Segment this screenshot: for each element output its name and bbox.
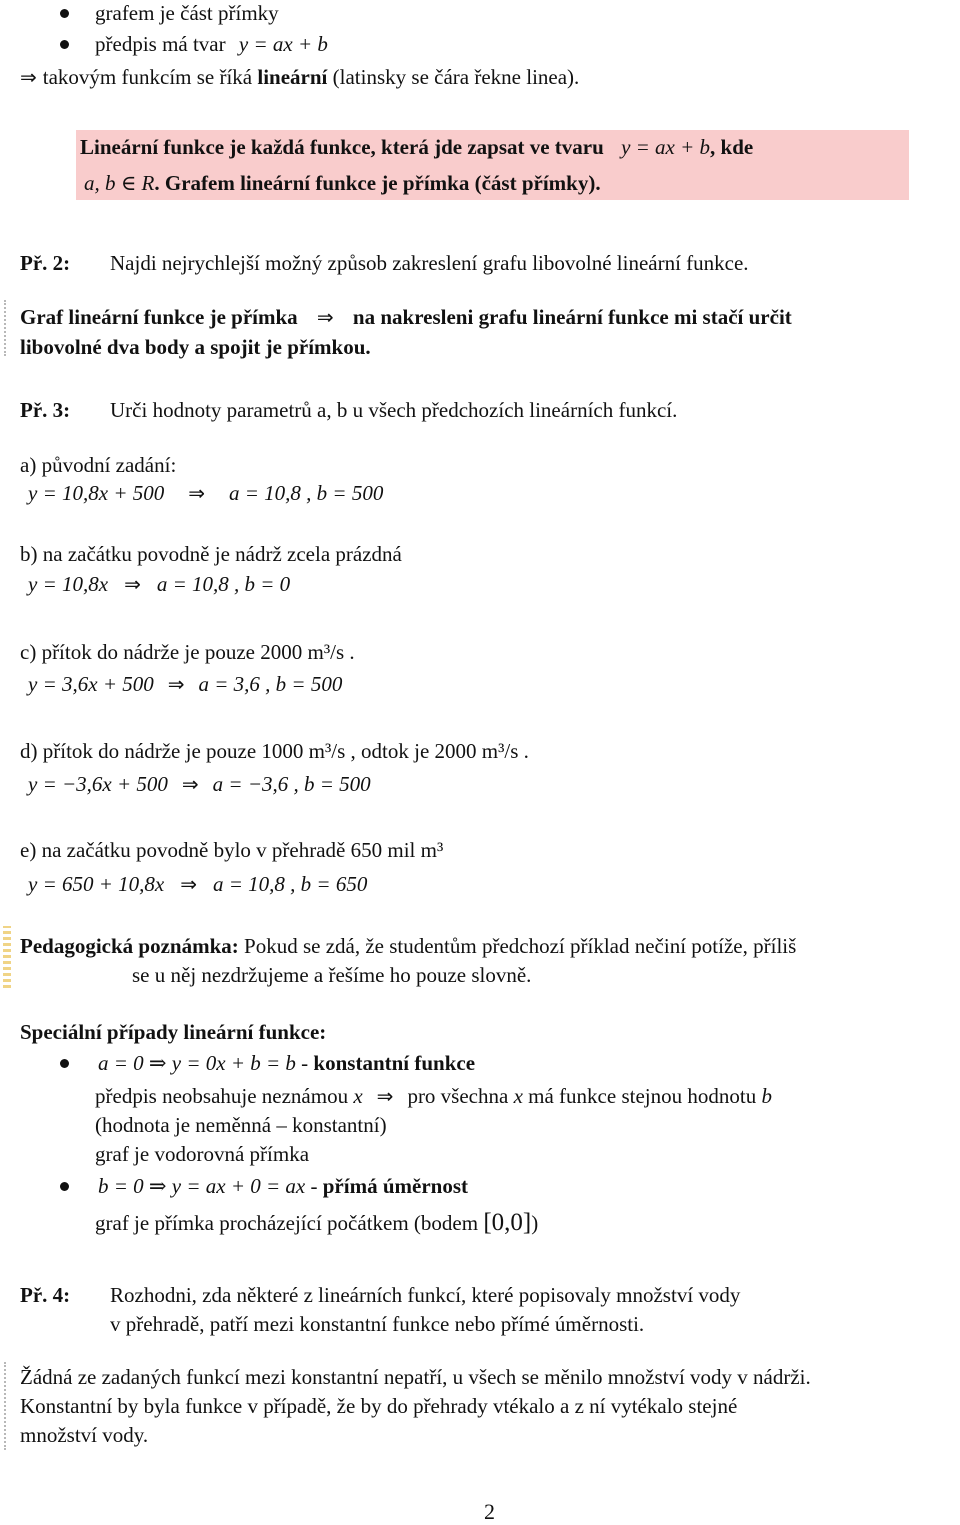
- ex3-item-a-text: a) původní zadání:: [20, 453, 177, 477]
- special-heading: Speciální případy lineární funkce:: [20, 1020, 327, 1044]
- special-case-1-desc-2: (hodnota je neměnná – konstantní): [95, 1113, 387, 1137]
- special-case-1: [98, 1050, 475, 1076]
- page-number: 2: [484, 1499, 495, 1524]
- ex3-item-c-text: c) přítok do nádrže je pouze 2000 m³/s .: [20, 640, 355, 664]
- intro-bullet-1: grafem je část přímky: [95, 1, 279, 25]
- ex4-answer-3: množství vody.: [20, 1423, 149, 1447]
- case1-desc-x: x: [353, 1084, 363, 1108]
- ex4-label-text: Př. 4:: [20, 1283, 71, 1307]
- definition-line-1: [80, 134, 753, 160]
- implies-arrow-icon: ⇒: [376, 1084, 394, 1108]
- case2-point: [0,0]: [483, 1209, 532, 1236]
- ex2-answer-line-2: libovolné dva body a spojit je přímkou.: [20, 335, 371, 359]
- ex3-item-e-eq: [28, 871, 367, 897]
- case1-desc-b: b: [761, 1084, 772, 1108]
- definition-text-2: . Grafem lineární funkce je přímka (část přímky).: [154, 171, 601, 195]
- special-case-2-desc: [95, 1210, 538, 1236]
- case2-desc-pre: graf je přímka procházející počátkem (bodem: [95, 1211, 479, 1235]
- ex3-item-e-result: a = 10,8 , b = 650: [213, 872, 368, 896]
- special-case-2-dash: -: [310, 1174, 318, 1198]
- definition-kde: , kde: [710, 135, 754, 159]
- ex3-item-b-result: a = 10,8 , b = 0: [156, 572, 291, 596]
- ex3-label-text: Př. 3:: [20, 398, 71, 422]
- pedagogic-line-2: se u něj nezdržujeme a řešíme ho pouze slovně.: [132, 963, 532, 987]
- case2-desc-post: ): [531, 1211, 539, 1235]
- pedagogic-marker: [3, 926, 11, 988]
- ex3-label: [20, 397, 70, 423]
- ex2-answer-part-1: Graf lineární funkce je přímka: [20, 305, 298, 329]
- ex2-task: Najdi nejrychlejší možný způsob zakreslení grafu libovolné lineární funkce.: [110, 251, 749, 275]
- conclusion-bold: lineární: [257, 65, 328, 89]
- implies-arrow-icon: ⇒: [181, 772, 199, 796]
- pedagogic-line-1: [20, 933, 796, 959]
- intro-conclusion: [20, 64, 579, 90]
- ex3-item-b-eq: [28, 571, 290, 597]
- ex4-line-2: v přehradě, patří mezi konstantní funkce nebo přímé úměrnosti.: [110, 1312, 645, 1336]
- ex3-item-a-equation: y = 10,8x + 500: [28, 481, 165, 505]
- case1-desc-pre: předpis neobsahuje neznámou: [95, 1084, 349, 1108]
- special-case-2-formula: b = 0 ⇒ y = ax + 0 = ax: [98, 1174, 306, 1198]
- special-case-1-desc-3: graf je vodorovná přímka: [95, 1142, 310, 1166]
- ex3-task: Urči hodnoty parametrů a, b u všech předchozích lineárních funkcí.: [110, 398, 678, 422]
- ex3-item-e-text: e) na začátku povodně bylo v přehradě 650 mil m³: [20, 838, 444, 862]
- implies-arrow-icon: ⇒: [316, 305, 334, 329]
- ex2-label: [20, 250, 70, 276]
- bullet-dot: [60, 1182, 69, 1191]
- ex3-item-a-result: a = 10,8 , b = 500: [229, 481, 384, 505]
- implies-arrow-icon: ⇒: [20, 65, 37, 89]
- intro-bullet-2: [95, 31, 328, 57]
- margin-marker: [4, 1362, 6, 1450]
- bullet-dot: [60, 1059, 69, 1068]
- conclusion-post: (latinsky se čára řekne linea).: [332, 65, 580, 89]
- ex3-item-c-result: a = 3,6 , b = 500: [198, 672, 343, 696]
- ex3-item-d-equation: y = −3,6x + 500: [28, 772, 168, 796]
- ex3-item-b-equation: y = 10,8x: [28, 572, 109, 596]
- implies-arrow-icon: ⇒: [180, 872, 197, 896]
- ex4-line-1: Rozhodni, zda některé z lineárních funkcí, které popisovaly množství vody: [110, 1283, 741, 1307]
- ex3-item-c-eq: [28, 671, 342, 697]
- definition-formula: y = ax + b: [621, 135, 711, 159]
- ex4-label: [20, 1282, 70, 1308]
- definition-line-2: [84, 170, 601, 196]
- ex4-answer-1: Žádná ze zadaných funkcí mezi konstantní nepatří, u všech se měnilo množství vody v nádrži.: [20, 1365, 811, 1389]
- ex2-answer-part-2: na nakresleni grafu lineární funkce mi stačí určit: [352, 305, 792, 329]
- special-case-2-name: přímá úměrnost: [322, 1174, 468, 1198]
- ex3-item-e-equation: y = 650 + 10,8x: [28, 872, 165, 896]
- margin-marker: [4, 300, 6, 356]
- intro-formula: y = ax + b: [238, 32, 328, 56]
- definition-text-1: Lineární funkce je každá funkce, která jde zapsat ve tvaru: [80, 135, 604, 159]
- special-case-1-formula: a = 0 ⇒ y = 0x + b = b: [98, 1051, 296, 1075]
- intro-bullet-2-text: předpis má tvar: [95, 32, 226, 56]
- bullet-dot: [60, 40, 69, 49]
- case1-desc-x2: x: [513, 1084, 523, 1108]
- pedagogic-label: Pedagogická poznámka:: [20, 934, 239, 958]
- special-case-1-dash: -: [301, 1051, 309, 1075]
- ex2-answer-line-1: [20, 304, 792, 330]
- ex2-label-text: Př. 2:: [20, 251, 71, 275]
- ex4-answer-2: Konstantní by byla funkce v případě, že by do přehrady vtékalo a z ní vytékalo stejné: [20, 1394, 738, 1418]
- conclusion-pre: takovým funkcím se říká: [42, 65, 253, 89]
- ex3-item-a-eq: [28, 480, 383, 506]
- implies-arrow-icon: ⇒: [167, 672, 185, 696]
- case1-desc-post: má funkce stejnou hodnotu: [528, 1084, 757, 1108]
- special-case-1-desc-1: [95, 1083, 772, 1109]
- pedagogic-text-1: Pokud se zdá, že studentům předchozí příklad nečiní potíže, příliš: [244, 934, 797, 958]
- ex3-item-d-text: d) přítok do nádrže je pouze 1000 m³/s , odtok je 2000 m³/s .: [20, 739, 529, 763]
- ex3-item-d-eq: [28, 771, 371, 797]
- ex3-item-b-text: b) na začátku povodně je nádrž zcela prázdná: [20, 542, 402, 566]
- definition-set: a, b ∈ R: [84, 171, 155, 195]
- implies-arrow-icon: ⇒: [124, 572, 141, 596]
- bullet-dot: [60, 9, 69, 18]
- ex3-item-c-equation: y = 3,6x + 500: [28, 672, 154, 696]
- ex3-item-d-result: a = −3,6 , b = 500: [212, 772, 371, 796]
- special-case-1-name: konstantní funkce: [313, 1051, 476, 1075]
- case1-desc-mid: pro všechna: [407, 1084, 509, 1108]
- special-case-2: [98, 1173, 468, 1199]
- implies-arrow-icon: ⇒: [188, 481, 205, 505]
